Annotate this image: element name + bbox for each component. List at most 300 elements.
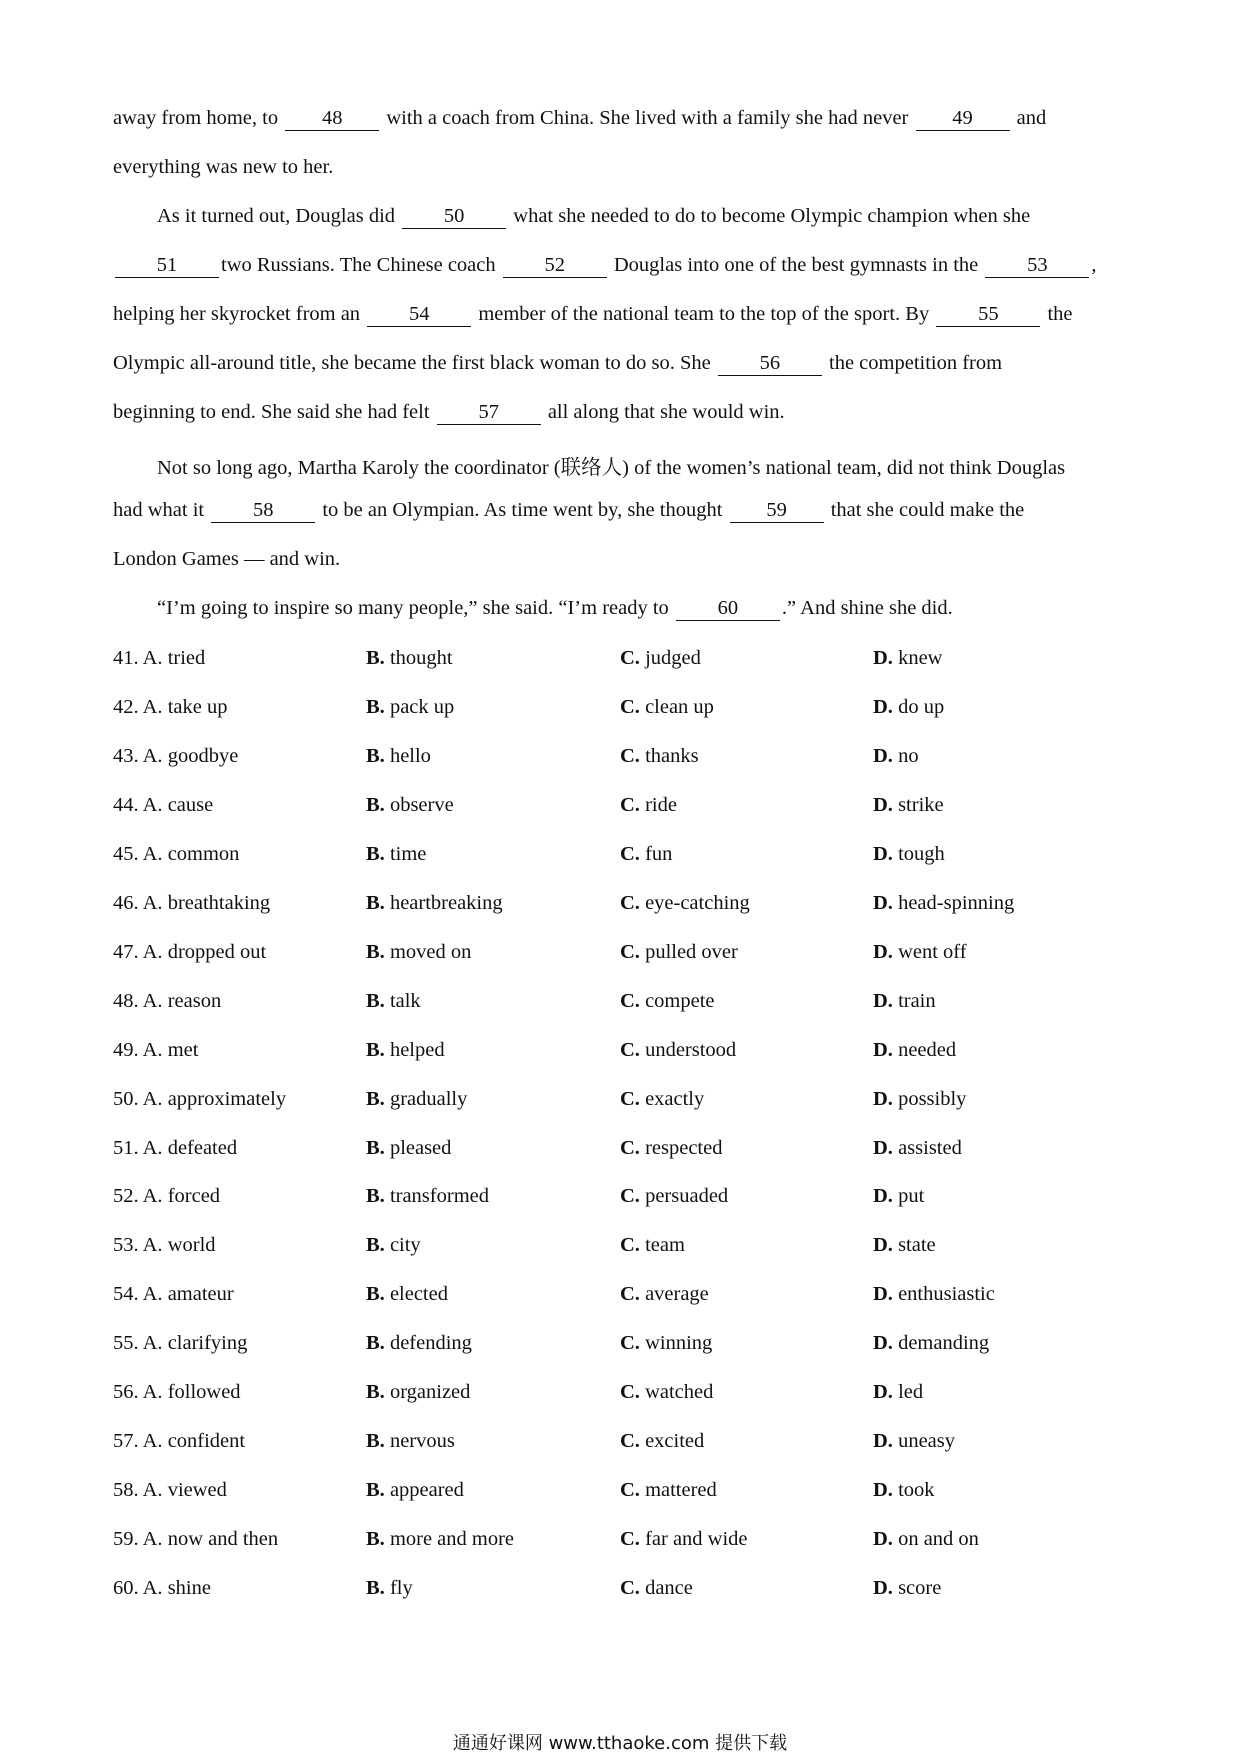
option-c [620, 794, 677, 817]
option-text: goodbye [167, 745, 239, 767]
blank-48: 48 [285, 108, 379, 131]
option-c [620, 696, 714, 719]
option-text: demanding [898, 1332, 990, 1354]
option-text: went off [898, 941, 967, 963]
option-d [873, 745, 919, 768]
option-b [366, 1430, 455, 1453]
option-a [113, 696, 227, 719]
blank-56: 56 [718, 353, 822, 376]
option-a [113, 745, 238, 768]
question-number: 53. [113, 1234, 139, 1256]
blank-52: 52 [503, 255, 607, 278]
option-text: no [898, 745, 919, 767]
option-text: needed [898, 1039, 957, 1061]
option-d [873, 892, 1014, 915]
option-letter: A. [142, 990, 163, 1012]
option-text: transformed [389, 1185, 489, 1207]
option-letter: B. [366, 1137, 385, 1159]
option-text: dropped out [167, 941, 267, 963]
option-text: mattered [645, 1479, 717, 1501]
question-number: 57. [113, 1430, 139, 1452]
option-text: exactly [645, 1088, 705, 1110]
blank-51: 51 [115, 255, 219, 278]
passage-line-10: London Games — and win. [113, 548, 341, 570]
question-row [113, 696, 1133, 726]
passage-text: , [1091, 254, 1097, 276]
option-letter: A. [142, 794, 163, 816]
option-letter: B. [366, 1088, 385, 1110]
option-text: thanks [645, 745, 699, 767]
option-c [620, 941, 738, 964]
option-b [366, 1088, 467, 1111]
passage-line-4 [113, 254, 1097, 278]
option-letter: D. [873, 1479, 893, 1501]
option-c [620, 1430, 704, 1453]
option-text: fly [389, 1577, 413, 1599]
footer-download-note: 通通好课网 www.tthaoke.com 提供下载 [452, 1733, 788, 1754]
question-number: 43. [113, 745, 139, 767]
question-row [113, 647, 1133, 677]
option-text: common [167, 843, 240, 865]
option-letter: B. [366, 1332, 385, 1354]
option-text: appeared [389, 1479, 464, 1501]
passage-text: Douglas into one of the best gymnasts in the [613, 254, 979, 276]
option-text: defeated [167, 1137, 238, 1159]
option-letter: D. [873, 892, 893, 914]
option-a [113, 1381, 241, 1404]
option-text: world [167, 1234, 216, 1256]
option-text: led [898, 1381, 924, 1403]
passage-text: and [1016, 107, 1047, 129]
question-number: 54. [113, 1283, 139, 1305]
option-b [366, 1039, 445, 1062]
option-letter: C. [620, 1088, 640, 1110]
option-d [873, 1528, 979, 1551]
option-text: moved on [389, 941, 472, 963]
option-d [873, 941, 967, 964]
question-row [113, 1185, 1133, 1215]
option-text: strike [898, 794, 944, 816]
option-d [873, 1039, 956, 1062]
question-row [113, 1577, 1133, 1607]
passage-text: member of the national team to the top of the sport. By [478, 303, 930, 325]
question-number: 52. [113, 1185, 139, 1207]
blank-50: 50 [402, 206, 506, 229]
option-a [113, 990, 221, 1013]
option-text: breathtaking [167, 892, 271, 914]
option-letter: C. [620, 794, 640, 816]
blank-58: 58 [211, 500, 315, 523]
option-letter: A. [142, 1577, 163, 1599]
option-letter: D. [873, 647, 893, 669]
passage-text: what she needed to do to become Olympic champion when she [513, 205, 1031, 227]
option-letter: B. [366, 1479, 385, 1501]
blank-60: 60 [676, 598, 780, 621]
option-b [366, 1479, 464, 1502]
option-text: heartbreaking [389, 892, 503, 914]
option-text: on and on [898, 1528, 979, 1550]
option-letter: B. [366, 1381, 385, 1403]
option-text: forced [167, 1185, 221, 1207]
option-d [873, 1577, 941, 1600]
option-letter: C. [620, 1283, 640, 1305]
option-text: enthusiastic [898, 1283, 995, 1305]
question-number: 58. [113, 1479, 139, 1501]
option-text: uneasy [898, 1430, 955, 1452]
passage-text: with a coach from China. She lived with a family she had never [386, 107, 909, 129]
option-letter: D. [873, 1283, 893, 1305]
option-letter: C. [620, 1234, 640, 1256]
passage-text: that she could make the [830, 499, 1025, 521]
option-text: dance [645, 1577, 693, 1599]
option-letter: B. [366, 1039, 385, 1061]
option-text: head-spinning [898, 892, 1015, 914]
option-text: pleased [389, 1137, 452, 1159]
option-text: team [645, 1234, 685, 1256]
question-row [113, 1088, 1133, 1118]
option-b [366, 892, 503, 915]
option-letter: C. [620, 1185, 640, 1207]
question-row [113, 1283, 1133, 1313]
option-c [620, 892, 750, 915]
option-c [620, 1479, 717, 1502]
option-letter: C. [620, 941, 640, 963]
option-text: hello [389, 745, 431, 767]
option-letter: C. [620, 1430, 640, 1452]
option-a [113, 1577, 211, 1600]
passage-line-9 [113, 499, 1024, 523]
option-letter: A. [142, 843, 163, 865]
option-text: pulled over [645, 941, 738, 963]
option-letter: C. [620, 745, 640, 767]
option-letter: C. [620, 1577, 640, 1599]
option-letter: C. [620, 647, 640, 669]
option-text: do up [898, 696, 945, 718]
passage-text: to be an Olympian. As time went by, she thought [322, 499, 723, 521]
option-text: respected [645, 1137, 723, 1159]
option-letter: C. [620, 843, 640, 865]
option-a [113, 1137, 237, 1160]
option-letter: A. [142, 1430, 163, 1452]
option-letter: A. [142, 1088, 163, 1110]
option-text: city [389, 1234, 421, 1256]
option-letter: D. [873, 1137, 893, 1159]
option-d [873, 1479, 935, 1502]
option-text: score [898, 1577, 942, 1599]
question-number: 46. [113, 892, 139, 914]
option-text: ride [645, 794, 677, 816]
option-c [620, 1039, 736, 1062]
option-b [366, 1332, 472, 1355]
passage-line-5 [113, 303, 1073, 327]
option-text: nervous [389, 1430, 455, 1452]
option-a [113, 1332, 247, 1355]
passage-text: the [1047, 303, 1073, 325]
option-letter: A. [142, 1137, 163, 1159]
option-b [366, 990, 421, 1013]
question-number: 42. [113, 696, 139, 718]
option-letter: B. [366, 892, 385, 914]
option-c [620, 1381, 713, 1404]
option-letter: A. [142, 1185, 163, 1207]
question-number: 44. [113, 794, 139, 816]
option-letter: A. [142, 1528, 163, 1550]
option-a [113, 1088, 286, 1111]
passage-text: .” And shine she did. [781, 597, 953, 619]
option-text: approximately [167, 1088, 287, 1110]
passage-text: the competition from [829, 352, 1003, 374]
option-text: time [389, 843, 427, 865]
option-text: organized [389, 1381, 471, 1403]
passage-line-6 [113, 352, 1002, 376]
option-a [113, 1283, 234, 1306]
option-d [873, 1185, 924, 1208]
option-c [620, 1234, 685, 1257]
option-letter: C. [620, 696, 640, 718]
question-number: 47. [113, 941, 139, 963]
option-letter: B. [366, 745, 385, 767]
option-d [873, 1137, 962, 1160]
passage-line-2: everything was new to her. [113, 156, 334, 178]
option-letter: B. [366, 941, 385, 963]
option-d [873, 1430, 955, 1453]
option-text: tough [898, 843, 945, 865]
option-letter: B. [366, 990, 385, 1012]
option-text: average [645, 1283, 709, 1305]
question-row [113, 1234, 1133, 1264]
question-row [113, 892, 1133, 922]
question-number: 45. [113, 843, 139, 865]
option-d [873, 1234, 936, 1257]
option-c [620, 1283, 709, 1306]
option-d [873, 794, 944, 817]
option-text: state [898, 1234, 936, 1256]
option-text: watched [645, 1381, 714, 1403]
option-letter: A. [142, 1332, 163, 1354]
option-a [113, 1528, 278, 1551]
option-b [366, 794, 454, 817]
option-a [113, 941, 266, 964]
option-text: winning [645, 1332, 713, 1354]
option-letter: C. [620, 1332, 640, 1354]
option-letter: C. [620, 990, 640, 1012]
option-letter: D. [873, 1185, 893, 1207]
option-text: elected [389, 1283, 448, 1305]
option-letter: B. [366, 1234, 385, 1256]
option-text: helped [389, 1039, 445, 1061]
question-row [113, 745, 1133, 775]
option-letter: B. [366, 696, 385, 718]
option-b [366, 843, 426, 866]
option-b [366, 1528, 514, 1551]
option-c [620, 1137, 722, 1160]
option-letter: B. [366, 1283, 385, 1305]
option-letter: A. [142, 745, 163, 767]
option-a [113, 843, 239, 866]
option-text: viewed [167, 1479, 227, 1501]
option-text: excited [645, 1430, 705, 1452]
question-number: 50. [113, 1088, 139, 1110]
option-c [620, 843, 672, 866]
option-text: clean up [645, 696, 714, 718]
option-c [620, 1088, 704, 1111]
passage-text: helping her skyrocket from an [113, 303, 361, 325]
passage-line-8: Not so long ago, Martha Karoly the coordinator (联络人) of the women’s national team, did not think Douglas [157, 457, 1066, 479]
option-a [113, 1039, 198, 1062]
option-letter: D. [873, 1332, 893, 1354]
passage-text: away from home, to [113, 107, 279, 129]
question-number: 60. [113, 1577, 139, 1599]
option-text: shine [167, 1577, 211, 1599]
option-d [873, 1088, 966, 1111]
option-letter: B. [366, 647, 385, 669]
option-text: judged [645, 647, 701, 669]
option-d [873, 1283, 995, 1306]
option-b [366, 1137, 451, 1160]
option-text: clarifying [167, 1332, 248, 1354]
option-d [873, 1332, 989, 1355]
option-letter: B. [366, 794, 385, 816]
blank-49: 49 [916, 108, 1010, 131]
question-number: 48. [113, 990, 139, 1012]
option-b [366, 1283, 448, 1306]
option-c [620, 990, 715, 1013]
option-c [620, 1577, 693, 1600]
option-letter: C. [620, 1528, 640, 1550]
option-text: amateur [167, 1283, 234, 1305]
option-d [873, 696, 944, 719]
option-a [113, 1234, 216, 1257]
option-text: cause [167, 794, 214, 816]
option-letter: D. [873, 1234, 893, 1256]
question-row [113, 1430, 1133, 1460]
option-text: knew [898, 647, 943, 669]
option-letter: D. [873, 696, 893, 718]
question-row [113, 990, 1133, 1020]
option-a [113, 647, 205, 670]
option-text: now and then [167, 1528, 279, 1550]
passage-line-3 [157, 205, 1030, 229]
question-row [113, 1039, 1133, 1069]
option-text: gradually [389, 1088, 468, 1110]
option-b [366, 696, 454, 719]
option-letter: A. [142, 1283, 163, 1305]
option-letter: B. [366, 1430, 385, 1452]
blank-55: 55 [936, 304, 1040, 327]
option-a [113, 892, 270, 915]
option-b [366, 1234, 421, 1257]
option-d [873, 1381, 923, 1404]
option-a [113, 1479, 227, 1502]
option-d [873, 843, 945, 866]
option-letter: A. [142, 941, 163, 963]
passage-text: beginning to end. She said she had felt [113, 401, 430, 423]
option-letter: A. [142, 696, 163, 718]
option-letter: D. [873, 1088, 893, 1110]
option-text: took [898, 1479, 935, 1501]
option-letter: D. [873, 1430, 893, 1452]
option-a [113, 1185, 220, 1208]
question-number: 51. [113, 1137, 139, 1159]
option-letter: D. [873, 745, 893, 767]
option-text: confident [167, 1430, 246, 1452]
option-b [366, 941, 471, 964]
blank-53: 53 [985, 255, 1089, 278]
option-a [113, 794, 213, 817]
option-text: reason [167, 990, 222, 1012]
passage-text: As it turned out, Douglas did [157, 205, 396, 227]
option-c [620, 1185, 728, 1208]
option-b [366, 647, 453, 670]
option-letter: A. [142, 1039, 163, 1061]
option-text: persuaded [645, 1185, 729, 1207]
option-text: followed [167, 1381, 241, 1403]
question-row [113, 843, 1133, 873]
option-text: possibly [898, 1088, 967, 1110]
option-letter: A. [142, 1234, 163, 1256]
passage-text: Olympic all-around title, she became the first black woman to do so. She [113, 352, 711, 374]
question-number: 56. [113, 1381, 139, 1403]
option-b [366, 745, 431, 768]
option-d [873, 990, 936, 1013]
option-text: take up [167, 696, 228, 718]
option-text: more and more [389, 1528, 515, 1550]
option-c [620, 1332, 712, 1355]
option-text: assisted [898, 1137, 962, 1159]
option-letter: D. [873, 1039, 893, 1061]
option-letter: A. [142, 892, 163, 914]
option-letter: C. [620, 1479, 640, 1501]
option-letter: D. [873, 1577, 893, 1599]
option-text: talk [389, 990, 421, 1012]
option-text: tried [167, 647, 206, 669]
option-letter: C. [620, 892, 640, 914]
question-row [113, 794, 1133, 824]
option-text: fun [645, 843, 673, 865]
option-letter: D. [873, 990, 893, 1012]
option-b [366, 1381, 470, 1404]
option-text: compete [645, 990, 715, 1012]
option-c [620, 647, 701, 670]
option-text: put [898, 1185, 925, 1207]
question-row [113, 1381, 1133, 1411]
option-letter: C. [620, 1039, 640, 1061]
option-letter: A. [142, 1381, 163, 1403]
option-letter: B. [366, 1185, 385, 1207]
option-text: defending [389, 1332, 472, 1354]
option-text: eye-catching [645, 892, 750, 914]
passage-line-11 [157, 597, 953, 621]
option-d [873, 647, 942, 670]
option-letter: D. [873, 1381, 893, 1403]
question-number: 55. [113, 1332, 139, 1354]
option-letter: A. [142, 1479, 163, 1501]
option-letter: D. [873, 794, 893, 816]
option-letter: B. [366, 1577, 385, 1599]
option-text: thought [389, 647, 453, 669]
question-row [113, 941, 1133, 971]
passage-text: “I’m going to inspire so many people,” she said. “I’m ready to [157, 597, 669, 619]
option-a [113, 1430, 245, 1453]
passage-line-1 [113, 107, 1046, 131]
question-number: 41. [113, 647, 139, 669]
question-row [113, 1332, 1133, 1362]
passage-text: two Russians. The Chinese coach [221, 254, 496, 276]
option-letter: B. [366, 1528, 385, 1550]
question-row [113, 1528, 1133, 1558]
option-letter: C. [620, 1137, 640, 1159]
option-b [366, 1185, 489, 1208]
